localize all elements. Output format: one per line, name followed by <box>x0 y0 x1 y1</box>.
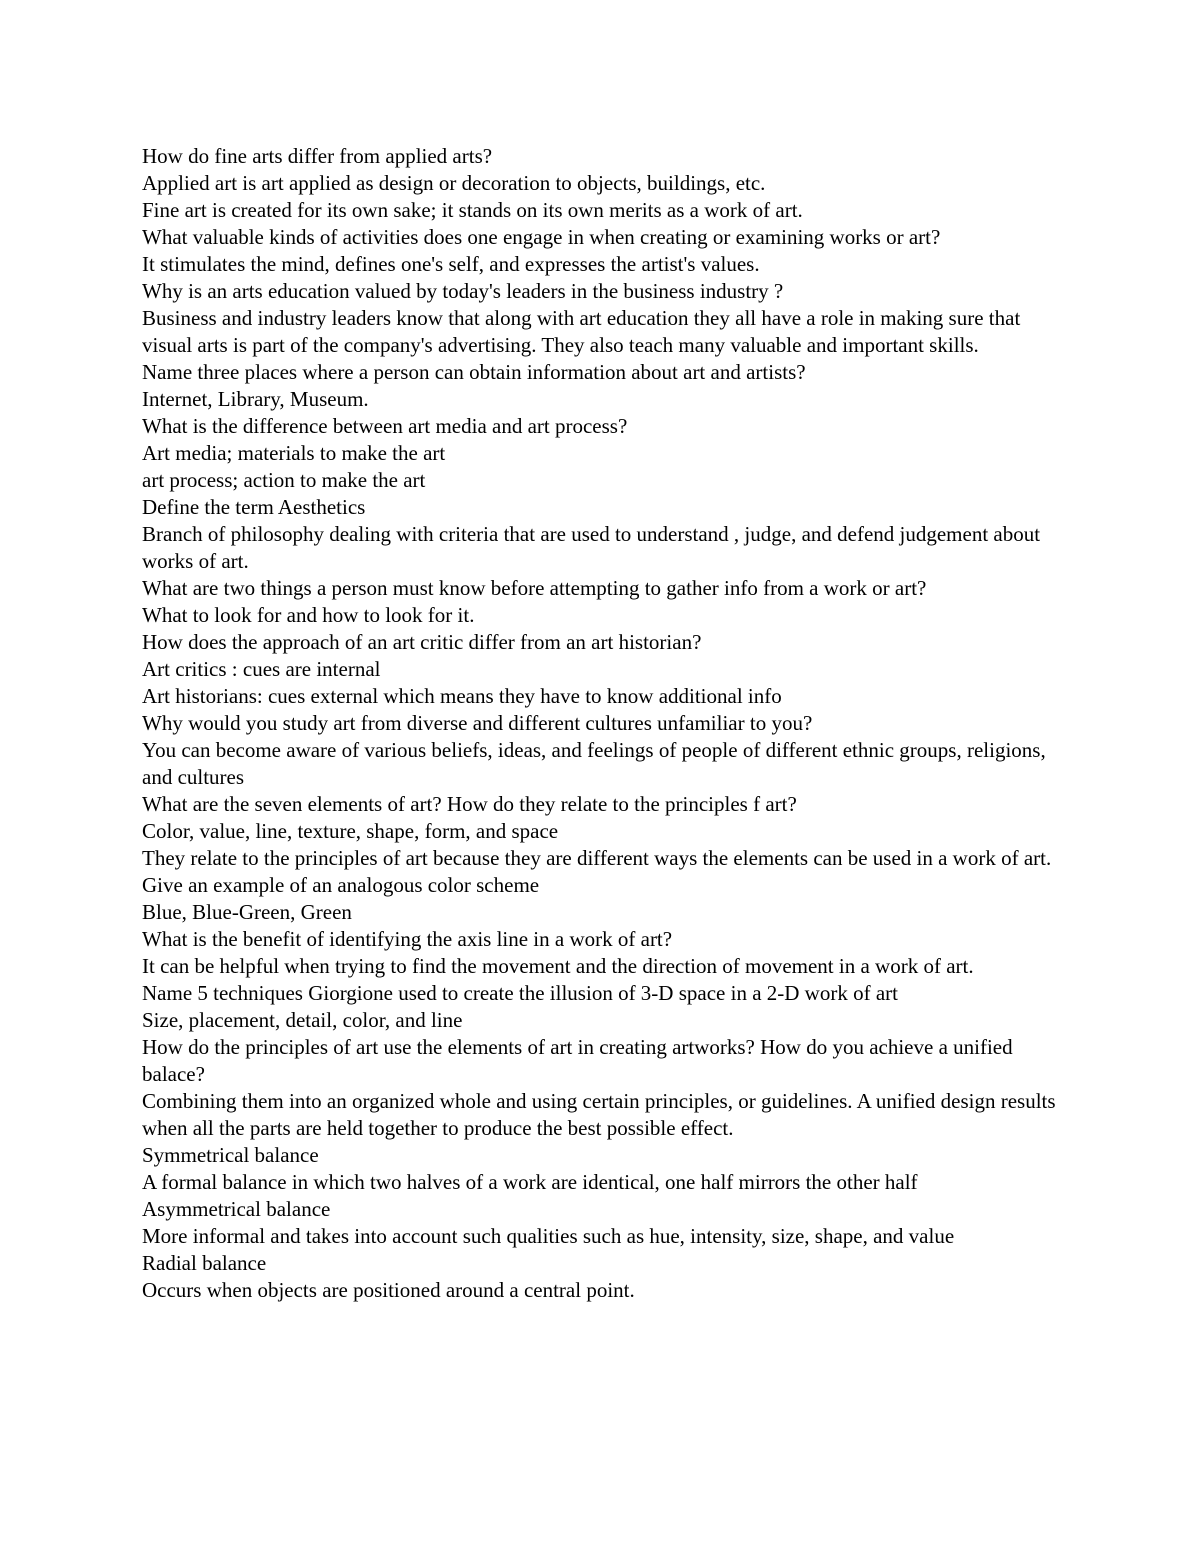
answer-line: Branch of philosophy dealing with criteria that are used to understand , judge, and defend judgement about works of art. <box>142 522 1041 573</box>
answer-line: Size, placement, detail, color, and line <box>142 1008 463 1032</box>
answer-line: You can become aware of various beliefs, ideas, and feelings of people of different ethnic groups, religions, and cultures <box>142 738 1046 789</box>
definition-line: Occurs when objects are positioned around a central point. <box>142 1278 635 1302</box>
answer-line: Art media; materials to make the art <box>142 441 446 465</box>
question-line: How does the approach of an art critic differ from an art historian? <box>142 630 702 654</box>
question-line: How do the principles of art use the elements of art in creating artworks? How do you achieve a unified balace? <box>142 1035 1013 1086</box>
answer-line: What to look for and how to look for it. <box>142 603 475 627</box>
document-body <box>142 143 1062 1304</box>
answer-line: art process; action to make the art <box>142 468 426 492</box>
definition-line: More informal and takes into account such qualities such as hue, intensity, size, shape, and value <box>142 1224 955 1248</box>
answer-line: Applied art is art applied as design or decoration to objects, buildings, etc. <box>142 171 766 195</box>
question-line: Name three places where a person can obtain information about art and artists? <box>142 360 806 384</box>
answer-line: Art historians: cues external which means they have to know additional info <box>142 684 782 708</box>
question-line: What are the seven elements of art? How do they relate to the principles f art? <box>142 792 797 816</box>
answer-line: Business and industry leaders know that along with art education they all have a role in making sure that visual arts is part of the company's advertising. They also teach many valuable and important skills. <box>142 306 1021 357</box>
question-line: What is the benefit of identifying the axis line in a work of art? <box>142 927 673 951</box>
term-line: Radial balance <box>142 1251 267 1275</box>
answer-line: Blue, Blue-Green, Green <box>142 900 352 924</box>
answer-line: They relate to the principles of art because they are different ways the elements can be used in a work of art. <box>142 846 1052 870</box>
question-line: How do fine arts differ from applied arts? <box>142 144 493 168</box>
question-line: Name 5 techniques Giorgione used to create the illusion of 3-D space in a 2-D work of art <box>142 981 898 1005</box>
question-line: What are two things a person must know before attempting to gather info from a work or art? <box>142 576 927 600</box>
question-line: Define the term Aesthetics <box>142 495 366 519</box>
term-line: Asymmetrical balance <box>142 1197 331 1221</box>
answer-line: Internet, Library, Museum. <box>142 387 369 411</box>
question-line: Why is an arts education valued by today's leaders in the business industry ? <box>142 279 784 303</box>
answer-line: Combining them into an organized whole and using certain principles, or guidelines. A unified design results when all the parts are held together to produce the best possible effect. <box>142 1089 1056 1140</box>
answer-line: Fine art is created for its own sake; it stands on its own merits as a work of art. <box>142 198 803 222</box>
question-line: What valuable kinds of activities does one engage in when creating or examining works or art? <box>142 225 941 249</box>
question-line: What is the difference between art media and art process? <box>142 414 628 438</box>
term-line: Symmetrical balance <box>142 1143 319 1167</box>
answer-line: Color, value, line, texture, shape, form, and space <box>142 819 559 843</box>
answer-line: Art critics : cues are internal <box>142 657 381 681</box>
question-line: Give an example of an analogous color scheme <box>142 873 540 897</box>
question-line: Why would you study art from diverse and different cultures unfamiliar to you? <box>142 711 813 735</box>
definition-line: A formal balance in which two halves of a work are identical, one half mirrors the other half <box>142 1170 918 1194</box>
answer-line: It can be helpful when trying to find the movement and the direction of movement in a work of art. <box>142 954 974 978</box>
answer-line: It stimulates the mind, defines one's self, and expresses the artist's values. <box>142 252 760 276</box>
